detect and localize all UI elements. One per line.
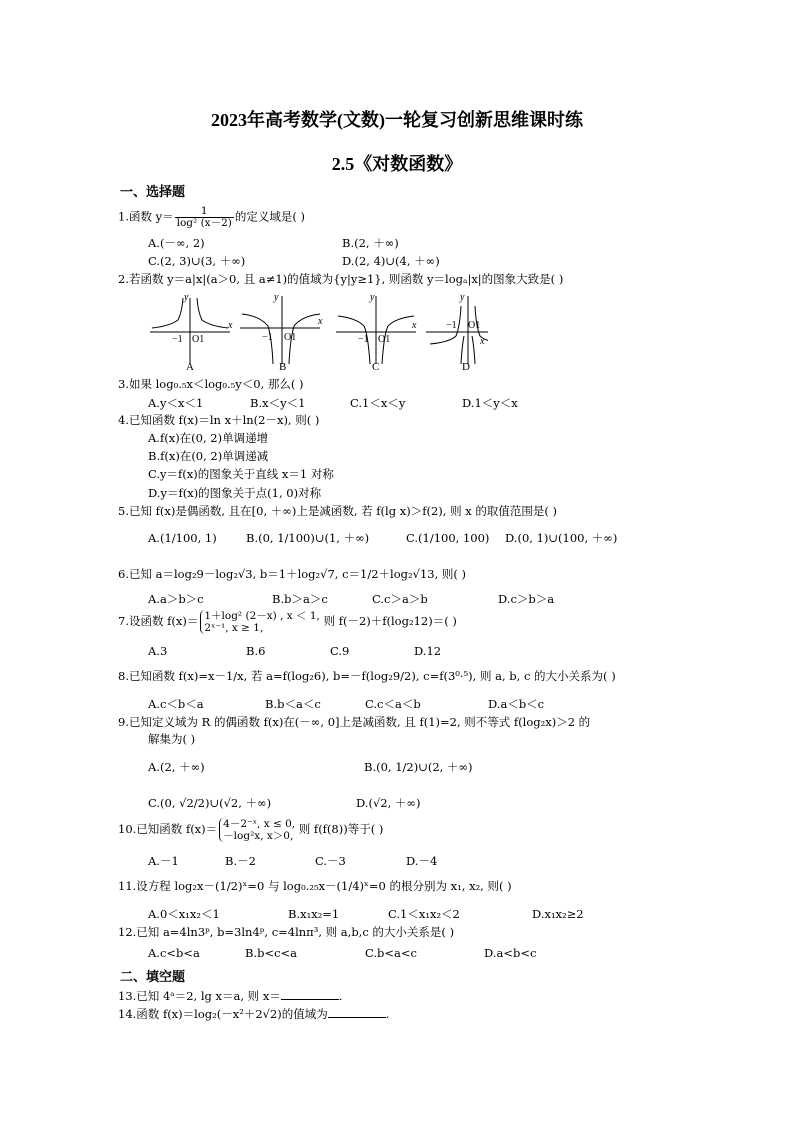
q12-option-b[interactable]: B.b<c<a <box>245 946 298 960</box>
q6-option-d[interactable]: D.c＞b＞a <box>498 592 555 606</box>
q10-case-1: 4－2⁻ˣ, x ≤ 0, <box>223 818 296 830</box>
question-12: 12.已知 a=4ln3ᵖ, b=3ln4ᵖ, c=4lnπ³, 则 a,b,c 的大小关系是( ) <box>118 925 455 939</box>
question-5: 5.已知 f(x)是偶函数, 且在[0, ＋∞)上是减函数, 若 f(lg x)＞f(2), 则 x 的取值范围是( ) <box>118 504 557 518</box>
q3-option-a[interactable]: A.y＜x＜1 <box>148 396 204 410</box>
q3-option-b[interactable]: B.x＜y＜1 <box>250 396 306 410</box>
question-8: 8.已知函数 f(x)=x－1/x, 若 a=f(log₂6), b=－f(log₂9/2), c=f(3⁰·⁵), 则 a, b, c 的大小关系为( ) <box>118 669 616 683</box>
q10-option-c[interactable]: C.－3 <box>315 854 346 868</box>
question-4: 4.已知函数 f(x)＝ln x＋ln(2－x), 则( ) <box>118 413 320 427</box>
q9-option-d[interactable]: D.(√2, ＋∞) <box>356 796 421 810</box>
q9-option-c[interactable]: C.(0, √2/2)∪(√2, ＋∞) <box>148 796 272 810</box>
graph-b-y-label: y <box>274 292 279 303</box>
graph-a-label: A <box>186 361 194 373</box>
q11-option-a[interactable]: A.0＜x₁x₂＜1 <box>148 907 220 921</box>
graph-b[interactable] <box>240 296 320 364</box>
question-2: 2.若函数 y＝a|x|(a＞0, 且 a≠1)的值域为{y|y≥1}, 则函数 y＝logₐ|x|的图象大致是( ) <box>118 272 564 286</box>
q4-option-a[interactable]: A.f(x)在(0, 2)单调递增 <box>148 431 269 445</box>
q8-option-a[interactable]: A.c＜b＜a <box>148 697 204 711</box>
graph-b-label: B <box>279 361 287 373</box>
q10-case-2: －log²x, x＞0, <box>223 830 294 842</box>
graph-d-y-label: y <box>460 292 465 303</box>
q5-option-a[interactable]: A.(1/100, 1) <box>148 531 217 545</box>
graph-d-tick-neg1: −1 <box>446 320 457 331</box>
q8-option-b[interactable]: B.b＜a＜c <box>265 697 321 711</box>
question-9-line-2: 解集为( ) <box>148 732 196 746</box>
graph-a-x-label: x <box>228 320 233 331</box>
question-7 <box>118 610 457 634</box>
worksheet-subtitle: 2.5《对数函数》 <box>331 154 463 174</box>
q1-option-d[interactable]: D.(2, 4)∪(4, ＋∞) <box>342 254 440 268</box>
q10-option-b[interactable]: B.－2 <box>225 854 256 868</box>
q7-option-b[interactable]: B.6 <box>246 644 266 658</box>
q11-option-c[interactable]: C.1＜x₁x₂＜2 <box>388 907 460 921</box>
q4-option-b[interactable]: B.f(x)在(0, 2)单调递减 <box>148 449 269 463</box>
worksheet-title: 2023年高考数学(文数)一轮复习创新思维课时练 <box>211 110 583 130</box>
q1-stem-prefix: 1.函数 y＝ <box>118 209 174 224</box>
q4-option-c[interactable]: C.y＝f(x)的图象关于直线 x＝1 对称 <box>148 467 334 481</box>
q7-stem-suffix: 则 f(－2)＋f(log₂12)＝( ) <box>323 614 457 628</box>
q11-option-b[interactable]: B.x₁x₂=1 <box>288 907 340 921</box>
question-6: 6.已知 a＝log₂9－log₂√3, b＝1＋log₂√7, c＝1/2＋log₂√13, 则( ) <box>118 567 467 581</box>
q13-end: . <box>338 989 343 1003</box>
q1-option-c[interactable]: C.(2, 3)∪(3, ＋∞) <box>148 254 246 268</box>
section-choice-heading: 一、选择题 <box>120 185 186 200</box>
q14-answer-blank[interactable] <box>328 1006 386 1018</box>
q14-text: 14.函数 f(x)＝log₂(－x²＋2√2)的值域为 <box>118 1007 328 1021</box>
q11-option-d[interactable]: D.x₁x₂≥2 <box>532 907 584 921</box>
section-fill-heading: 二、填空题 <box>120 970 186 985</box>
q10-option-a[interactable]: A.－1 <box>148 854 179 868</box>
q7-stem-prefix: 7.设函数 f(x)＝ <box>118 614 199 628</box>
graph-a-y-label: y <box>184 292 189 303</box>
q14-end: . <box>385 1007 390 1021</box>
graph-d-tick-01: O1 <box>468 320 481 331</box>
graph-b-tick-01: O1 <box>284 332 297 343</box>
graph-c-y-label: y <box>370 292 375 303</box>
question-9-line-1: 9.已知定义域为 R 的偶函数 f(x)在(－∞, 0]上是减函数, 且 f(1)=2, 则不等式 f(log₂x)＞2 的 <box>118 715 591 729</box>
q1-stem-suffix: 的定义域是( ) <box>234 209 306 224</box>
graph-a-tick-01: O1 <box>192 334 205 345</box>
graph-c[interactable] <box>336 296 416 364</box>
q7-option-a[interactable]: A.3 <box>148 644 168 658</box>
q10-piecewise <box>219 818 295 842</box>
q1-fraction <box>175 206 234 229</box>
question-1 <box>118 206 305 229</box>
question-14 <box>118 1006 389 1022</box>
q2-graphs-svg <box>148 292 488 372</box>
q1-option-b[interactable]: B.(2, ＋∞) <box>342 236 399 250</box>
q7-option-d[interactable]: D.12 <box>414 644 442 658</box>
question-13 <box>118 988 342 1004</box>
q7-piecewise <box>200 610 320 634</box>
q6-option-b[interactable]: B.b＞a＞c <box>272 592 328 606</box>
q10-stem-suffix: 则 f(f(8))等于( ) <box>298 822 384 836</box>
q7-case-1: 1＋log² (2－x) , x ＜ 1, <box>204 610 320 622</box>
graph-c-x-label: x <box>412 320 417 331</box>
graph-c-tick-neg1: −1 <box>358 334 369 345</box>
q13-text: 13.已知 4ᵃ＝2, lg x＝a, 则 x＝ <box>118 989 281 1003</box>
question-3: 3.如果 log₀.₅x＜log₀.₅y＜0, 那么( ) <box>118 377 304 391</box>
q6-option-c[interactable]: C.c＞a＞b <box>372 592 428 606</box>
q7-option-c[interactable]: C.9 <box>330 644 350 658</box>
q7-case-2: 2ˣ⁻¹, x ≥ 1, <box>204 622 264 634</box>
graph-b-tick-neg1: −1 <box>262 332 273 343</box>
question-10 <box>118 818 383 842</box>
q5-option-c[interactable]: C.(1/100, 100) <box>406 531 490 545</box>
graph-c-tick-01: O1 <box>378 334 391 345</box>
q12-option-a[interactable]: A.c<b<a <box>148 946 200 960</box>
q12-option-c[interactable]: C.b<a<c <box>365 946 417 960</box>
graph-b-x-label: x <box>318 316 323 327</box>
q9-option-a[interactable]: A.(2, ＋∞) <box>148 760 205 774</box>
graph-c-label: C <box>372 361 380 373</box>
q10-stem-prefix: 10.已知函数 f(x)＝ <box>118 822 218 836</box>
q3-option-c[interactable]: C.1＜x＜y <box>350 396 406 410</box>
q10-option-d[interactable]: D.－4 <box>406 854 438 868</box>
q4-option-d[interactable]: D.y＝f(x)的图象关于点(1, 0)对称 <box>148 486 322 500</box>
q2-graph-options <box>148 292 488 372</box>
q6-option-a[interactable]: A.a＞b＞c <box>148 592 204 606</box>
q1-option-a[interactable]: A.(－∞, 2) <box>148 236 205 250</box>
q5-option-b[interactable]: B.(0, 1/100)∪(1, ＋∞) <box>246 531 370 545</box>
q3-option-d[interactable]: D.1＜y＜x <box>462 396 518 410</box>
graph-d-x-label: x <box>480 336 485 347</box>
q8-option-c[interactable]: C.c＜a＜b <box>365 697 421 711</box>
q9-option-b[interactable]: B.(0, 1/2)∪(2, ＋∞) <box>364 760 473 774</box>
q13-answer-blank[interactable] <box>281 988 339 1000</box>
question-11: 11.设方程 log₂x－(1/2)ˣ=0 与 log₀.₂₅x－(1/4)ˣ=0 的根分别为 x₁, x₂, 则( ) <box>118 879 512 893</box>
q8-option-d[interactable]: D.a＜b＜c <box>488 697 545 711</box>
q1-numerator: 1 <box>175 206 234 218</box>
q1-denominator: log² (x－2) <box>176 217 232 229</box>
q5-option-d[interactable]: D.(0, 1)∪(100, ＋∞) <box>505 531 618 545</box>
graph-a-tick-neg1: −1 <box>172 334 183 345</box>
graph-a[interactable] <box>150 298 230 364</box>
q12-option-d[interactable]: D.a<b<c <box>484 946 537 960</box>
graph-d-label: D <box>462 361 470 373</box>
